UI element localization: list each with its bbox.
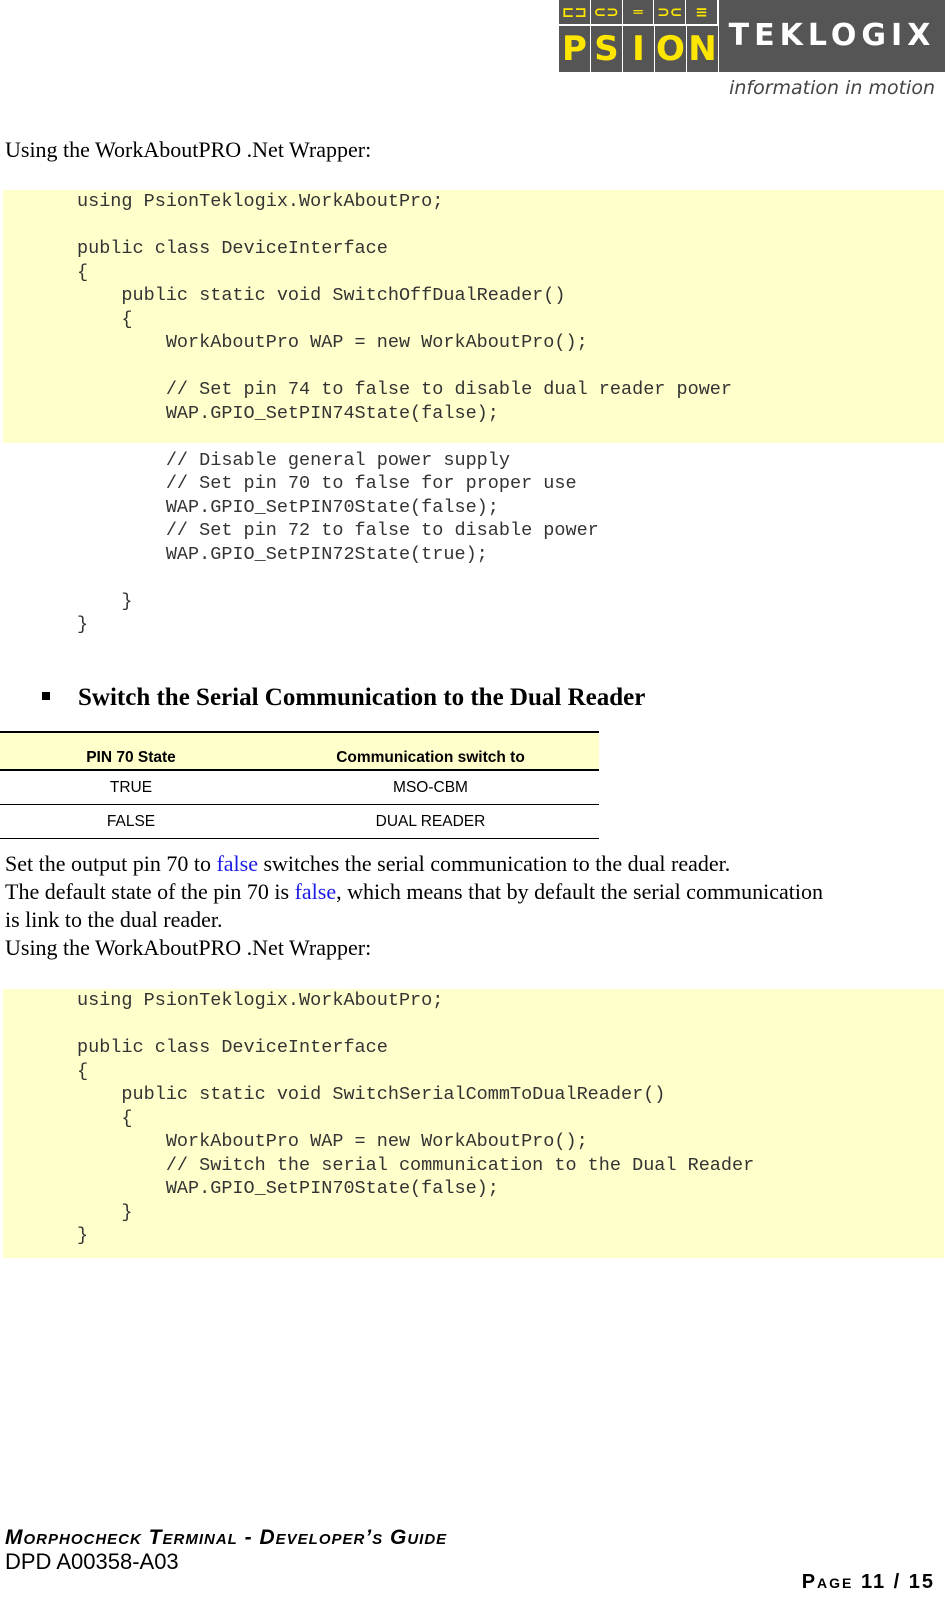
code-line: // Disable general power supply — [77, 449, 510, 471]
table-header-row — [0, 732, 599, 770]
code-line: public static void SwitchSerialCommToDualReader() — [77, 1084, 666, 1105]
code-line: } — [77, 1201, 133, 1223]
text-run: switches the serial communication to the dual reader. — [257, 851, 731, 876]
code-line: public class DeviceInterface — [77, 1037, 388, 1058]
footer-page-number: Page 11 / 15 — [801, 1571, 935, 1593]
logo-letter: N — [687, 26, 718, 72]
logo-letter: P — [559, 26, 590, 72]
section-heading — [42, 683, 645, 713]
section-heading-text: Switch the Serial Communication to the Dual Reader — [78, 684, 646, 711]
logo-symbol: ═ — [623, 0, 654, 24]
square-bullet-icon — [42, 692, 50, 700]
footer-doc-number: DPD A00358-A03 — [5, 1549, 179, 1574]
code-line: { — [77, 1107, 133, 1129]
code-line: WAP.GPIO_SetPIN70State(false); — [77, 1178, 499, 1199]
logo-symbol: ⊃⊂ — [654, 0, 685, 24]
code-block-switch-serial-comm — [77, 989, 754, 1248]
logo-symbol: ⊏⊐ — [559, 0, 590, 24]
code-line: { — [77, 1060, 89, 1082]
text-run: , which means that by default the serial communication — [336, 879, 824, 904]
logo-letter: O — [655, 26, 686, 72]
table-header-cell: Communication switch to — [262, 732, 599, 770]
text-run: The default state of the pin 70 is — [5, 879, 295, 904]
logo-symbols — [559, 0, 718, 26]
code-line — [77, 425, 732, 449]
code-block-switch-off-dual-reader — [77, 190, 732, 637]
paragraph-line — [5, 850, 730, 878]
table-row — [0, 805, 599, 839]
text-run: Set the output pin 70 to — [5, 851, 217, 876]
code-line: using PsionTeklogix.WorkAboutPro; — [77, 990, 444, 1011]
table-header-cell: PIN 70 State — [0, 732, 262, 770]
logo-brand-text: TEKLOGIX — [719, 0, 945, 72]
footer-document-title: Morphocheck Terminal - Developer’s Guide — [5, 1526, 448, 1549]
code-line: WorkAboutPro WAP = new WorkAboutPro(); — [77, 1131, 588, 1152]
logo-symbol: ≡ — [686, 0, 717, 24]
code-line: } — [77, 1225, 89, 1246]
table-cell: TRUE — [0, 770, 262, 805]
table-row — [0, 770, 599, 805]
paragraph-line: is link to the dual reader. — [5, 907, 223, 932]
code-line — [77, 214, 732, 238]
code-line — [77, 566, 732, 590]
intro-label: Using the WorkAboutPRO .Net Wrapper: — [5, 137, 372, 162]
code-line: { — [77, 261, 89, 283]
code-line: WAP.GPIO_SetPIN70State(false); — [77, 496, 499, 518]
code-line: public class DeviceInterface — [77, 238, 388, 259]
code-line: // Switch the serial communication to the Dual Reader — [77, 1154, 755, 1176]
logo-tagline: information in motion — [729, 77, 935, 99]
intro-label: Using the WorkAboutPRO .Net Wrapper: — [5, 935, 372, 960]
code-line: WAP.GPIO_SetPIN72State(true); — [77, 543, 488, 565]
logo-symbol: ⊂⊃ — [591, 0, 622, 24]
paragraph-line — [5, 878, 823, 906]
table-cell: DUAL READER — [262, 805, 599, 839]
table-cell: FALSE — [0, 805, 262, 839]
code-line: WorkAboutPro WAP = new WorkAboutPro(); — [77, 332, 588, 353]
code-line: } — [77, 614, 89, 635]
code-line: WAP.GPIO_SetPIN74State(false); — [77, 402, 499, 424]
code-line: public static void SwitchOffDualReader() — [77, 285, 566, 306]
code-line: using PsionTeklogix.WorkAboutPro; — [77, 191, 444, 212]
code-line: { — [77, 308, 133, 330]
logo-letter: I — [623, 26, 654, 72]
code-line — [77, 1013, 754, 1037]
code-line: // Set pin 70 to false for proper use — [77, 473, 577, 494]
psion-teklogix-logo — [559, 0, 945, 104]
logo-psion — [559, 26, 719, 72]
highlight-false: false — [294, 879, 337, 904]
code-line: } — [77, 590, 133, 612]
highlight-false: false — [216, 851, 258, 876]
code-line — [77, 355, 732, 379]
logo-letter: S — [591, 26, 622, 72]
code-line: // Set pin 74 to false to disable dual reader power — [77, 379, 733, 400]
pin70-state-table — [0, 731, 599, 839]
table-cell: MSO-CBM — [262, 770, 599, 805]
code-line: // Set pin 72 to false to disable power — [77, 520, 599, 541]
